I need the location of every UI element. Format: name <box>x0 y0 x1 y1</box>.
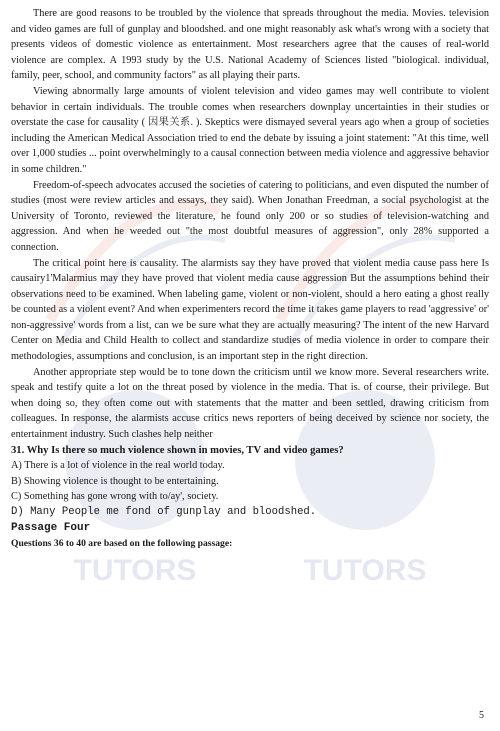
question-31: 31. Why Is there so much violence shown in movies, TV and video games? <box>11 444 344 456</box>
option-d: D) Many People me fond of gunplay and bloodshed. <box>11 506 317 518</box>
paragraph-3: Freedom-of-speech advocates accused the societies of catering to politicians, and even disputed the number of studies (most were review articles and essays, they said). When Jonathan Freedman, a social psychologist at the University of Toronto, reviewed the literature, he found only 200 or so studies of television-watching and aggression. And when he weeded out "the most doubtful measures of aggression", only 28% supported a connection. <box>11 179 489 253</box>
paragraph-2: Viewing abnormally large amounts of violent television and video games may well contribute to violent behavior in certain individuals. The trouble comes when researchers downplay uncertainties in their studies or overstate the case for causality ( 因果关系. ). Skeptics were dismayed several years ago when a group of societies including the American Medical Association tried to end the debate by issuing a joint statement: "At this time, well over 1,000 studies ... point overwhelmingly to a causal connection between media violence and aggressive behavior in some children." <box>11 85 489 175</box>
paragraph-1: There are good reasons to be troubled by the violence that spreads throughout the media. Movies. television and video games are full of gunplay and bloodshed. and one might reasonably ask what's wrong with a society that presents videos of domestic violence as entertainment. Most researchers agree that the causes of real-world violence are complex. A 1993 study by the U.S. National Academy of Sciences listed "biological. individual, family, peer, school, and community factors" as all playing their parts. <box>11 8 489 82</box>
option-a: A) There is a lot of violence in the real world today. <box>11 460 225 472</box>
option-c: C) Something has gone wrong with to/ay', society. <box>11 491 219 503</box>
paragraph-4: The critical point here is causality. The alarmists say they have proved that violent media cause pass here Is causairy1'Malarmius may they have proved that violent media cause aggression But the assumptions behind their observations need to be examined. When labeling game, violent or non-violent, should a hero eating a ghost really be counted as a violent event? And when experimenters record the time it takes game players to read 'aggressive' or' non-aggressive' words from a list, can we be sure what they are actually measuring? The intent of the new Harvard Center on Media and Child Health to collect and standardize studies of media violence in order to compare their methodologies, assumptions and conclusion, is an important step in the right direction. <box>11 257 489 363</box>
section-title: Passage Four <box>11 521 91 534</box>
watermark-text-left: TUTORS <box>73 554 197 587</box>
page-number: 5 <box>479 710 484 721</box>
paragraph-5: Another appropriate step would be to tone down the criticism until we know more. Several researchers write. speak and testify quite a lot on the threat posed by violence in the media. That is. of course, their privilege. But when doing so, they often come out with statements that the matter and been settled, drawing criticism from colleagues. In response, the alarmists accuse critics news reporters of being deceived by science nor society, the entertainment industry. Such clashes help neither <box>11 366 489 441</box>
instruction-text: Questions 36 to 40 are based on the following passage: <box>11 538 233 550</box>
watermark-text-right: TUTORS <box>303 554 427 587</box>
document-body <box>11 6 489 552</box>
option-b: B) Showing violence is thought to be entertaining. <box>11 475 219 487</box>
